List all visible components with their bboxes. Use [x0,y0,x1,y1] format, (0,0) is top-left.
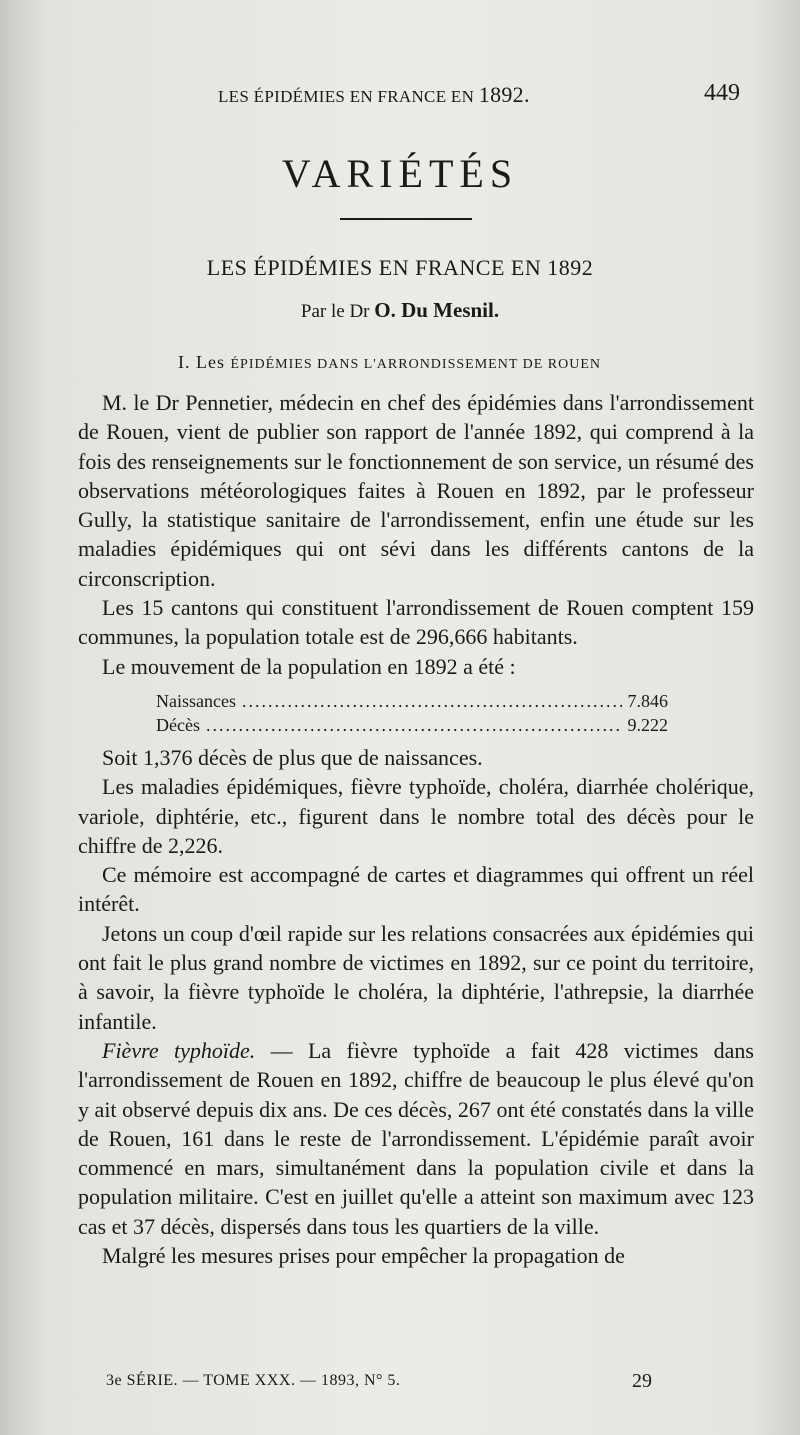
article-body [78,388,754,1270]
paragraph-maps: Ce mémoire est accompagné de cartes et diagrammes qui offrent un réel intérêt. [78,862,754,917]
leader-dots [206,713,622,737]
footer-signature: 29 [632,1370,652,1392]
running-title-text: LES ÉPIDÉMIES EN FRANCE EN [218,87,475,106]
paragraph-overview: Jetons un coup d'œil rapide sur les relations consacrées aux épidémies qui ont fait le plus grand nombre de victimes en 1892, sur ce point du territoire, à savoir, la fièvre typhoïde le choléra, la diphtérie, l'athrepsie, la diarrhée infantile. [78,920,754,1034]
title-rule [340,218,472,220]
paragraph-intro: M. le Dr Pennetier, médecin en chef des épidémies dans l'arrondissement de Rouen, vient de publier son rapport de l'année 1892, qui comprend à la fois des renseignements sur le fonctionnement de son service, un résumé des observations météorologiques faites à Rouen en 1892, par le professeur Gully, la statistique sanitaire de l'arrondissement, enfin une étude sur les maladies épidémiques qui ont sévi dans les différents cantons de la circonscription. [78,390,754,591]
article-title: LES ÉPIDÉMIES EN FRANCE EN 1892 [206,255,594,280]
paragraph-surplus: Soit 1,376 décès de plus que de naissances. [102,744,483,770]
section-heading: VARIÉTÉS [281,151,519,196]
stat-label: Naissances [156,690,236,711]
chapter-number: I. [178,352,191,372]
page-number: 449 [704,80,740,106]
running-title [218,82,530,108]
paragraph-cantons: Les 15 cantons qui constituent l'arrondissement de Rouen comptent 159 communes, la population totale est de 296,666 habitants. [78,595,754,650]
paragraph-diseases: Les maladies épidémiques, fièvre typhoïde, choléra, diarrhée cholérique, variole, diphtérie, etc., figurent dans le nombre total des décès pour le chiffre de 2,226. [78,774,754,858]
stat-value: 7.846 [627,690,668,711]
paragraph-measures: Malgré les mesures prises pour empêcher la propagation de [102,1243,625,1269]
stat-label: Décès [156,714,200,735]
stat-value: 9.222 [627,714,668,735]
footer-series: 3e SÉRIE. — TOME XXX. — 1893, N° 5. [106,1372,401,1389]
chapter-title-rest: ÉPIDÉMIES DANS L'ARRONDISSEMENT DE ROUEN [230,357,601,372]
chapter-title-start: Les [196,352,231,372]
population-stats [78,689,754,737]
chapter-heading [178,352,601,373]
paragraph-movement: Le mouvement de la population en 1892 a été : [102,653,516,679]
page-footer [0,1372,800,1400]
stat-row-deaths [156,713,668,737]
running-title-year: 1892. [478,82,530,107]
byline [0,298,800,323]
byline-author: O. Du Mesnil. [374,298,500,322]
paragraph-typhoid [78,1036,754,1241]
typhoid-text: — La fièvre typhoïde a fait 428 victimes dans l'arrondissement de Rouen en 1892, chiffre de beaucoup le plus élevé qu'on y ait observé depuis dix ans. De ces décès, 267 ont été constatés dans la ville de Rouen, 161 dans le reste de l'arrondissement. L'épidémie paraît avoir commencé en mars, simultanément dans la population civile et dans la population militaire. C'est en juillet qu'elle a atteint son maximum avec 123 cas et 37 décès, dispersés dans tous les quartiers de la ville. [78,1037,754,1239]
stat-row-births [156,689,668,713]
byline-prefix: Par le Dr [300,301,370,322]
typhoid-lead: Fièvre typhoïde. [102,1037,256,1063]
leader-dots [242,689,622,713]
running-head [0,78,800,112]
